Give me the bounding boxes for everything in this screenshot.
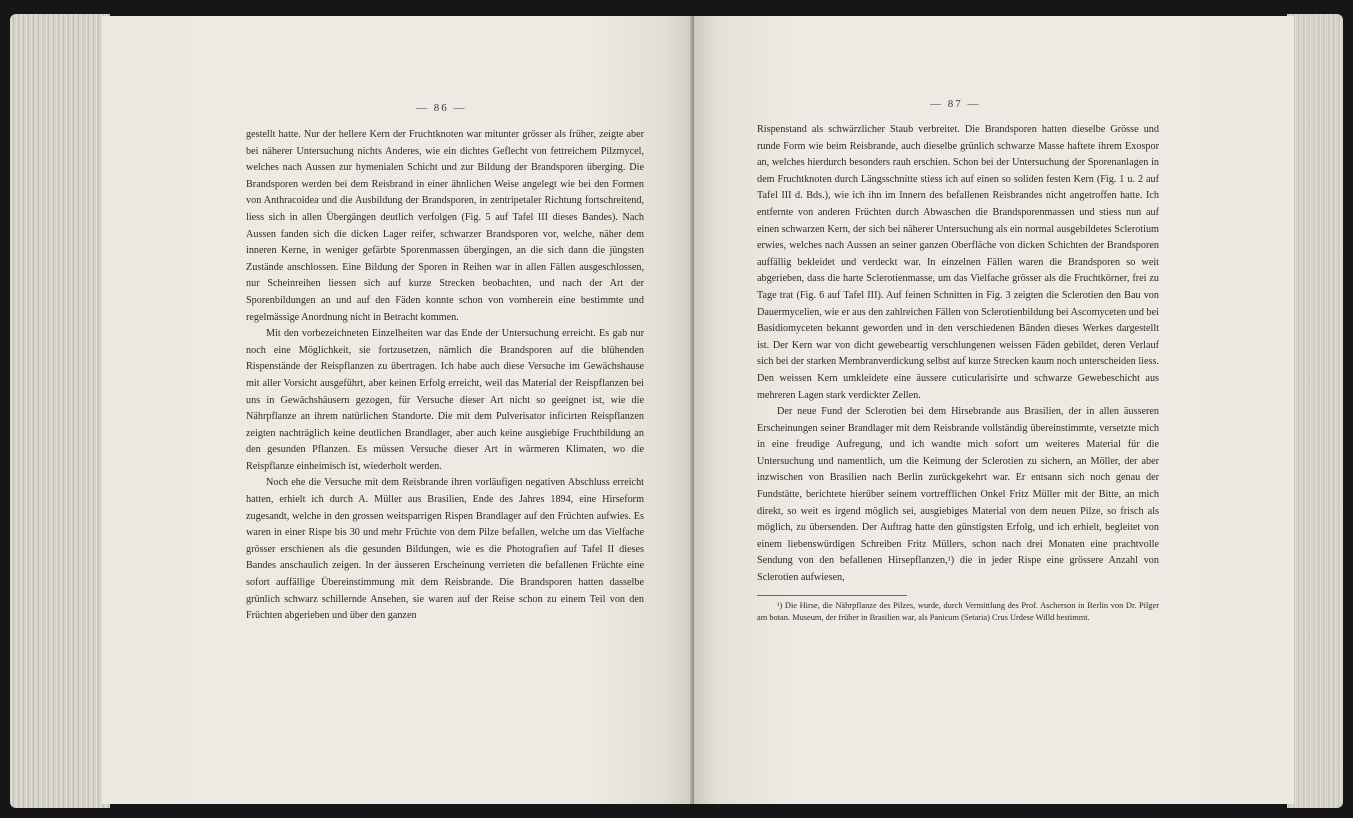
left-page [102, 16, 694, 804]
right-page-number: — 87 — [930, 98, 981, 110]
right-page-edges [1287, 14, 1343, 808]
left-paragraph-1: gestellt hatte. Nur der hellere Kern der Fruchtknoten war mitunter grösser als früher, zeigte aber bei näherer Untersuchung nichts Anderes, wie ein dichtes Geflecht von fettreichem Pilzmycel, welches nach Aussen zur hymenialen Schicht und zur Bildung der Brandsporen überging. Die Brandsporen werden bei dem Reisbrand in einer ähnlichen Weise angelegt wie bei den Formen von Anthracoidea und die Ausbildung der Brandsporen, in zentripetaler Richtung fortschreitend, liess sich in allen Übergängen deutlich verfolgen (Fig. 5 auf Tafel III dieses Bandes). Nach Aussen fanden sich die dicken Lager reifer, schwarzer Brandsporen vor, welche, näher dem inneren Kerne, in weniger gefärbte Sporenmassen übergingen, an die sich dann die jüngsten Zustände anschlossen. Eine Bildung der Sporen in Reihen war in allen Fällen ausgeschlossen, nur Scheinreihen liessen sich auf kurze Strecken beobachten, und nach der Art der Sporenbildungen an und auf den Fäden konnte schon von vornherein eine bestimmte und regelmässige Anordnung nicht in Betracht kommen. [246, 129, 644, 323]
right-page-text [757, 122, 1159, 624]
left-paragraph-2: Mit den vorbezeichneten Einzelheiten war das Ende der Untersuchung erreicht. Es gab nur noch eine Möglichkeit, sie fortzusetzen, nämlich die Brandsporen auf die blühenden Rispenstände der Reispflanzen zu übertragen. Ich habe auch diese Versuche im Gewächshause mit aller Vorsicht ausgeführt, aber keinen Erfolg erreicht, weil das Material der Reispflanzen bei uns in Gewächshäusern gezogen, für Versuche dieser Art nicht so geeignet ist, wie die Nährpflanze an ihrem natürlichen Standorte. Die mit dem Pulverisator inficirten Reispflanzen zeigten nachträglich keine deutlichen Brandlager, aber auch keine ausgiebige Fruchtbildung an den gesunden Pflanzen. Es müssen Versuche dieser Art in wärmeren Klimaten, wo die Reispflanze einheimisch ist, wiederholt werden. [246, 328, 644, 472]
right-paragraph-2: Der neue Fund der Sclerotien bei dem Hirsebrande aus Brasilien, der in allen äusseren Erscheinungen seiner Brandlager mit dem Reisbrande vollständig übereinstimmte, versetzte mich in eine freudige Aufregung, und ich wandte mich sofort um weiteres Material für die Untersuchung und namentlich, um die Keimung der Sclerotien zu sichern, an Möller, der aber inzwischen von Brasilien nach Berlin zurückgekehrt war. Er entsann sich noch genau der Fundstätte, berichtete hierüber seinem vortrefflichen Onkel Fritz Müller mit der Bitte, an mich direkt, so weit es irgend möglich sei, ausgiebiges Material von dem neuen Pilze, so frisch als möglich, zu übersenden. Der Auftrag hatte den günstigsten Erfolg, und ich erhielt, begleitet von einem liebenswürdigen Schreiben Fritz Müllers, schon nach drei Monaten eine prachtvolle Sendung von den befallenen Hirsepflanzen,¹) die in jeder Rispe eine grössere Anzahl von Sclerotien aufwiesen, [757, 406, 1159, 584]
right-paragraph-1: Rispenstand als schwärzlicher Staub verbreitet. Die Brandsporen hatten dieselbe Grösse und runde Form wie beim Reisbrande, auch dieselbe grünlich schwarze Masse haftete ihrem Exospor an, welches hierdurch besonders rauh erschien. Schon bei der Untersuchung der Sporenanlagen in dem Fruchtknoten durch Längsschnitte stiess ich auf einen so soliden festen Kern (Fig. 1 u. 2 auf Tafel III d. Bds.), wie ich ihn im Innern des befallenen Reisbrandes nicht angetroffen hatte. Ich entfernte von anderen Früchten durch Abwaschen die Brandsporenmassen und stiess nun auf einen schwarzen Kern, der sich bei näherer Untersuchung als ein normal ausgebildetes Sclerotium erwies, welches nach Aussen an seiner ganzen Oberfläche von dicken Schichten der Brandsporen auffällig bekleidet und verdeckt war. In einzelnen Fällen waren die Brandsporen so weit abgerieben, dass die harte Sclerotienmasse, um das Vielfache grösser als die Fruchtkörner, frei zu Tage trat (Fig. 6 auf Tafel III). Auf feinen Schnitten in Fig. 3 zeigten die Sclerotien den Bau von Dauermycelien, wie er aus den zahlreichen Fällen von Sclerotienbildung bei Ascomyceten und bei Basidiomyceten bekannt geworden und in den verschiedenen Bänden dieses Werkes dargestellt ist. Der Kern war von dicht gewebeartig verschlungenen weissen Fäden gebildet, deren Verlauf sich bei der starken Membranverdickung selbst auf kurze Strecken kaum noch unterscheiden liess. Den weissen Kern umkleidete eine äussere cuticularisirte und schwarze Gewebeschicht aus mehreren Lagen stark verdickter Zellen. [757, 124, 1159, 401]
right-page [694, 16, 1294, 804]
left-page-number: — 86 — [416, 102, 467, 114]
footnote: ¹) Die Hirse, die Nährpflanze des Pilzes, wurde, durch Vermittlung des Prof. Ascherson in Berlin von Dr. Pilger am botan. Museum, der früher in Brasilien war, als Panicum (Setaria) Crus Urdese Willd bestimmt. [757, 600, 1159, 622]
left-page-edges [10, 14, 110, 808]
left-paragraph-3: Noch ehe die Versuche mit dem Reisbrande ihren vorläufigen negativen Abschluss erreicht hatten, erhielt ich durch A. Müller aus Brasilien, Ende des Jahres 1894, eine Hirseform zugesandt, welche in den grossen weitsparrigen Rispen Brandlager auf den Früchten aufwies. Es waren in einer Rispe bis 30 und mehr Früchte von dem Pilze befallen, welche um das Vielfache grösser erschienen als die gesunden Bildungen, wie es die Photografien auf Tafel II dieses Bandes anschaulich zeigen. In der äusseren Erscheinung verrieten die befallenen Früchte eine sofort auffällige Übereinstimmung mit dem Reisbrande. Die Brandsporen hatten dasselbe grünlich schwarz schillernde Ansehen, sie waren auf der Reise schon zu einem Teil von den Früchten abgerieben und über den ganzen [246, 477, 644, 622]
footnote-rule [757, 595, 907, 596]
left-page-text [246, 127, 644, 625]
